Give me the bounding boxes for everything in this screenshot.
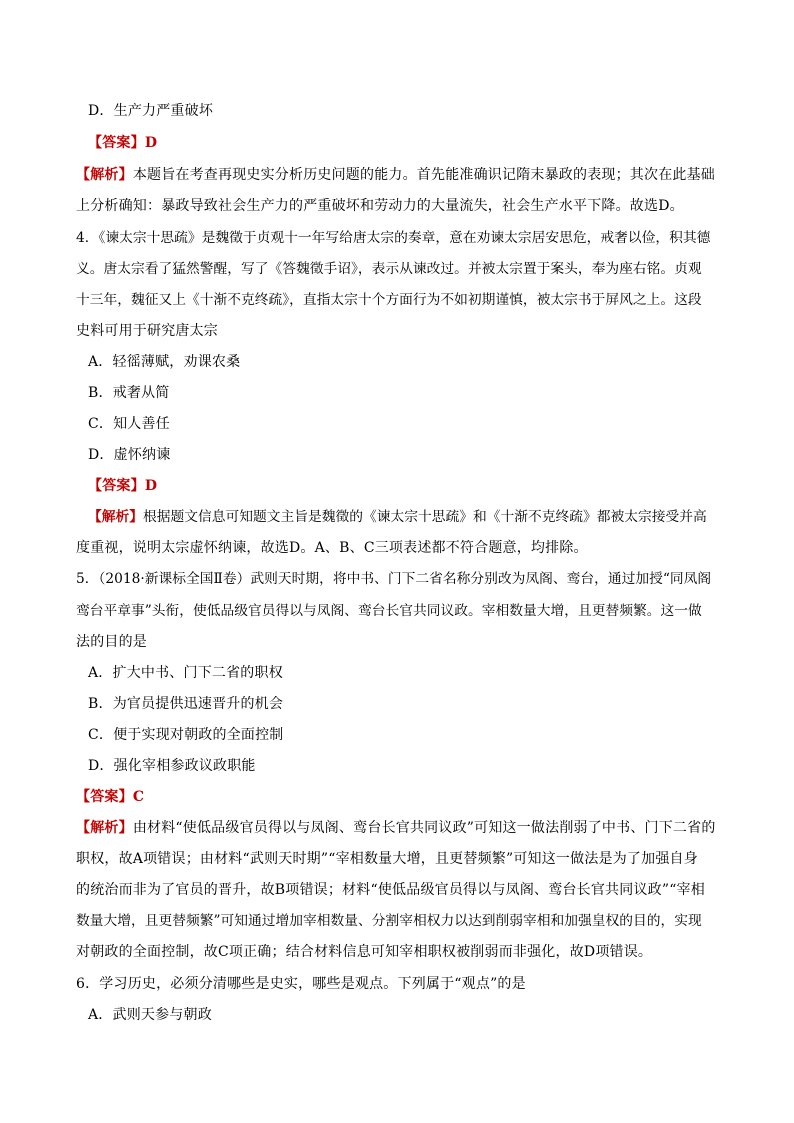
q4-option-c: C．知人善任: [88, 416, 170, 432]
q4-answer: [88, 476, 157, 496]
analysis-text: 根据题文信息可知题文主旨是魏徵的《谏太宗十思疏》和《十渐不克终疏》都被太宗接受并高: [143, 509, 707, 525]
analysis-tag: 【解析】: [88, 509, 144, 525]
q5-option-c: C．便于实现对朝政的全面控制: [88, 727, 284, 743]
q4-option-d: D．虚怀纳谏: [88, 447, 171, 463]
q3-analysis-line-1: [76, 165, 715, 185]
q4-stem-line-2: 义。唐太宗看了猛然警醒，写了《答魏徵手诏》，表示从谏改过。并被太宗置于案头，奉为座右铭。贞观: [76, 261, 702, 277]
q5-analysis-line-1: [76, 818, 716, 838]
q5-analysis-line-2: 职权，故A项错误；由材料“武则天时期”“宰相数量大增，且更替频繁”可知这一做法是为了加强自身: [76, 851, 698, 867]
q5-answer: [76, 787, 144, 807]
q5-analysis-line-3: 的统治而非为了官员的晋升，故B项错误；材料“使低品级官员得以与凤阁、鸾台长官共同议政”“宰相: [76, 882, 705, 898]
answer-tag: 【答案】: [76, 789, 133, 805]
answer-value: D: [144, 135, 158, 151]
analysis-tag: 【解析】: [76, 167, 133, 183]
q6-stem-line-1: 6．学习历史，必须分清哪些是史实，哪些是观点。下列属于“观点”的是: [76, 976, 526, 992]
q3-option-d: D．生产力严重破坏: [88, 103, 214, 119]
q3-analysis-line-2: 上分析确知：暴政导致社会生产力的严重破坏和劳动力的大量流失，社会生产水平下降。故选D。: [76, 198, 684, 214]
q5-analysis-line-5: 对朝政的全面控制，故C项正确；结合材料信息可知宰相职权被削弱而非强化，故D项错误。: [76, 944, 653, 960]
analysis-tag: 【解析】: [76, 820, 133, 836]
q5-stem-line-3: 法的目的是: [76, 634, 147, 650]
q4-stem-line-1: 4．《谏太宗十思疏》是魏徵于贞观十一年写给唐太宗的奏章，意在劝谏太宗居安思危，戒奢以俭，积其德: [76, 230, 711, 246]
q5-stem-line-2: 鸾台平章事”头衔，使低品级官员得以与凤阁、鸾台长官共同议政。宰相数量大增，且更替频繁。这一做: [76, 603, 702, 619]
q6-option-a: A．武则天参与朝政: [88, 1007, 212, 1023]
q4-analysis-line-1: [88, 507, 707, 527]
q5-option-d: D．强化宰相参政议政职能: [88, 758, 256, 774]
q4-stem-line-4: 史料可用于研究唐太宗: [76, 323, 218, 339]
q4-option-a: A．轻徭薄赋，劝课农桑: [88, 354, 241, 370]
answer-value: D: [144, 478, 158, 494]
q4-stem-line-3: 十三年，魏征又上《十渐不克终疏》，直指太宗十个方面行为不如初期谨慎，被太宗书于屏风之上。这段: [76, 292, 702, 308]
answer-value: C: [132, 789, 145, 805]
analysis-text: 本题旨在考查再现史实分析历史问题的能力。首先能准确识记隋末暴政的表现；其次在此基础: [132, 167, 716, 183]
q5-option-b: B．为官员提供迅速晋升的机会: [88, 696, 284, 712]
analysis-text: 由材料“使低品级官员得以与凤阁、鸾台长官共同议政”可知这一做法削弱了中书、门下二省的: [132, 820, 716, 836]
q3-answer: [88, 133, 157, 153]
answer-tag: 【答案】: [88, 135, 145, 151]
q5-stem-line-1: 5．（2018·新课标全国Ⅱ卷）武则天时期，将中书、门下二省名称分别改为凤阁、鸾台，通过加授“同凤阁: [76, 571, 712, 587]
q4-analysis-line-2: 度重视，说明太宗虚怀纳谏，故选D。A、B、C三项表述都不符合题意，均排除。: [76, 540, 588, 556]
q5-analysis-line-4: 数量大增，且更替频繁”可知通过增加宰相数量、分割宰相权力以达到削弱宰相和加强皇权的目的，实现: [76, 913, 702, 929]
answer-tag: 【答案】: [88, 478, 145, 494]
q5-option-a: A．扩大中书、门下二省的职权: [88, 665, 283, 681]
q4-option-b: B．戒奢从简: [88, 385, 170, 401]
